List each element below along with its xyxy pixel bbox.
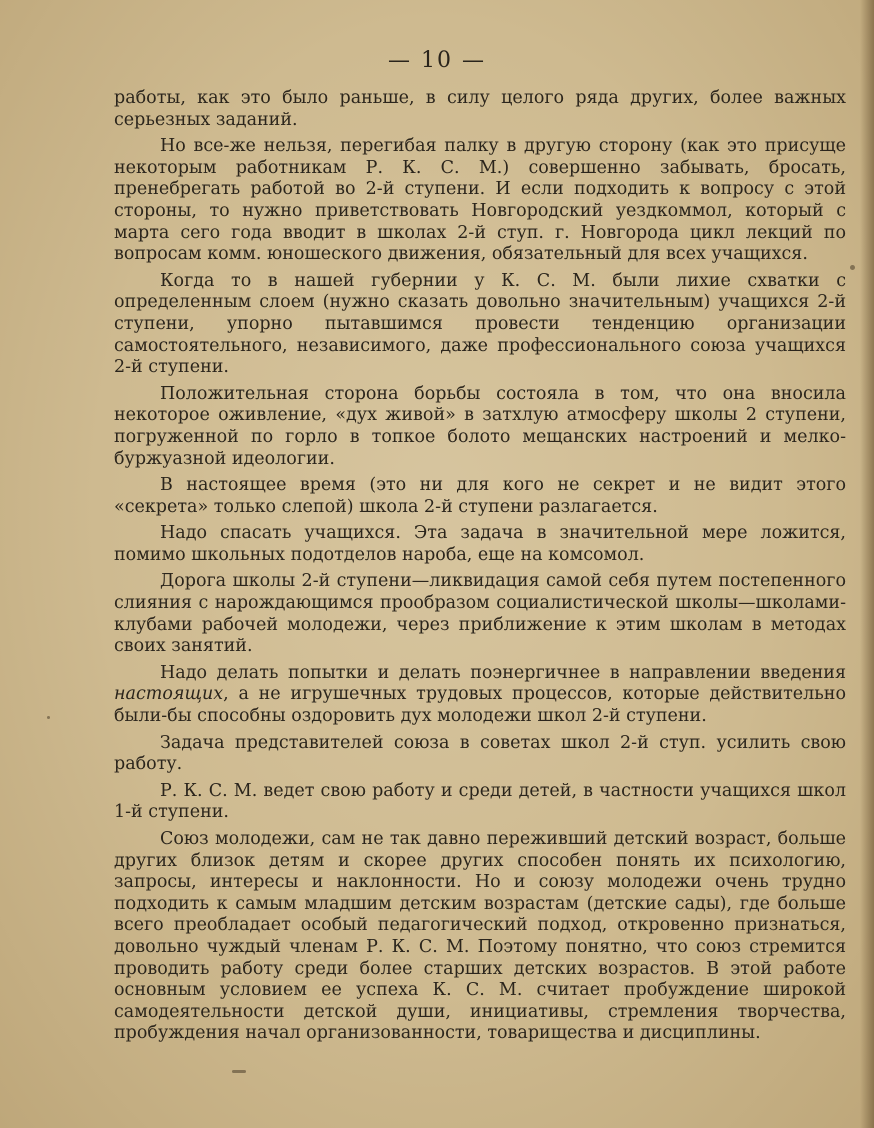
paragraph-10: Р. К. С. М. ведет свою работу и среди детей, в частности учащихся школ 1-й ступени. [114, 780, 846, 823]
emphasized-word: настоящих [114, 684, 224, 705]
paragraph-5: В настоящее время (это ни для кого не секрет и не видит этого «секрета» только слепой) школа 2-й ступени разлагается. [114, 475, 846, 517]
paragraph-1: работы, как это было раньше, в силу целого ряда других, более важных серьезных заданий. [114, 88, 846, 130]
page-number: — 10 — [388, 48, 486, 73]
page-edge-shadow [860, 0, 874, 1128]
body-text [114, 88, 846, 1050]
paragraph-6: Надо спасать учащихся. Эта задача в значительной мере ложится, помимо школьных подотделов нароба, еще на комсомол. [114, 523, 846, 565]
paragraph-8 [114, 663, 846, 728]
paragraph-2: Но все-же нельзя, перегибая палку в другую сторону (как это присуще некоторым работникам Р. К. С. М.) совершенно забывать, бросать, пренебрегать работой во 2-й ступени. И если подходить к вопросу с этой стороны, то нужно приветствовать Новгородский уездкоммол, который с марта сего года вводит в школах 2-й ступ. г. Новгорода цикл лекций по вопросам комм. юношеского движения, обязательный для всех учащихся. [114, 136, 846, 265]
paragraph-8-end: , а не игрушечных трудовых процессов, которые действительно были-бы способны оздоровить дух молодежи школ 2-й ступени. [114, 684, 846, 727]
paragraph-7: Дорога школы 2-й ступени—ликвидация самой себя путем постепенного слияния с нарождающимся прообразом социалистической школы—школами-клубами рабочей молодежи, через приближение к этим школам в методах своих занятий. [114, 571, 846, 657]
paragraph-8-start: Надо делать попытки и делать поэнергичнее в направлении введения [160, 662, 846, 683]
paragraph-4: Положительная сторона борьбы состояла в том, что она вносила некоторое оживление, «дух живой» в затхлую атмосферу школы 2 ступени, погруженной по горло в топкое болото мещанских настроений и мелко-буржуазной идеологии. [114, 383, 846, 469]
paragraph-11: Союз молодежи, сам не так давно переживший детский возраст, больше других близок детям и скорее других способен понять их психологию, запросы, интересы и наклонности. Но и союзу молодежи очень трудно подходить к самым младшим детским возрастам (детские сады), где больше всего преобладает особый педагогический подход, откровенно признаться, довольно чуждый членам Р. К. С. М. Поэтому понятно, что союз стремится проводить работу среди более старших детских возрастов. В этой работе основным условием ее успеха К. С. М. считает пробуждение широкой самодеятельности детской души, инициативы, стремления творчества, пробуждения начал организованности, товарищества и дисциплины. [114, 829, 846, 1044]
paragraph-9: Задача представителей союза в советах школ 2-й ступ. усилить свою работу. [114, 732, 846, 775]
paragraph-3: Когда то в нашей губернии у К. С. М. были лихие схватки с определенным слоем (нужно сказать довольно значительным) учащихся 2-й ступени, упорно пытавшимся провести тенденцию организации самостоятельного, независимого, даже профессионального союза учащихся 2-й ступени. [114, 270, 846, 378]
ink-speck [232, 1070, 246, 1073]
ink-speck [47, 716, 50, 719]
ink-speck [850, 265, 855, 270]
